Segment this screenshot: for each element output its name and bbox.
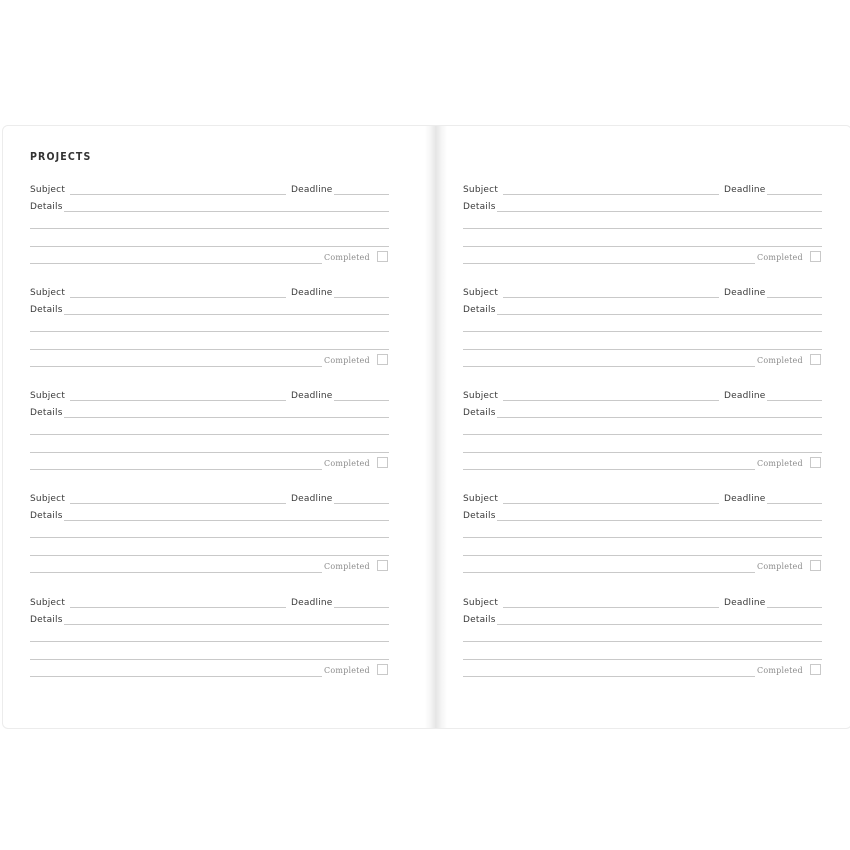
completed-checkbox[interactable] (810, 560, 821, 571)
project-entry (30, 185, 390, 271)
subject-line[interactable] (503, 503, 719, 504)
deadline-line[interactable] (334, 503, 389, 504)
details-line[interactable] (30, 434, 389, 435)
details-line[interactable] (30, 452, 389, 453)
project-entry (463, 598, 823, 684)
details-label: Details (30, 202, 63, 212)
details-line[interactable] (463, 349, 822, 350)
details-line[interactable] (30, 263, 322, 264)
deadline-label: Deadline (724, 288, 766, 298)
details-label: Details (463, 408, 496, 418)
subject-label: Subject (30, 185, 66, 195)
subject-label: Subject (463, 288, 499, 298)
subject-line[interactable] (503, 400, 719, 401)
deadline-label: Deadline (724, 598, 766, 608)
project-entry (463, 185, 823, 271)
details-line[interactable] (463, 246, 822, 247)
deadline-line[interactable] (767, 503, 822, 504)
details-line[interactable] (497, 624, 822, 625)
page-title: PROJECTS (30, 150, 92, 163)
details-line[interactable] (30, 331, 389, 332)
deadline-label: Deadline (724, 185, 766, 195)
subject-label: Subject (30, 598, 66, 608)
details-line[interactable] (463, 659, 822, 660)
page-gutter (425, 126, 447, 728)
completed-label: Completed (757, 562, 803, 571)
completed-label: Completed (324, 562, 370, 571)
details-line[interactable] (463, 537, 822, 538)
details-label: Details (30, 305, 63, 315)
completed-checkbox[interactable] (810, 664, 821, 675)
project-entry (30, 288, 390, 374)
details-line[interactable] (30, 537, 389, 538)
subject-line[interactable] (70, 400, 286, 401)
project-entry (30, 494, 390, 580)
details-label: Details (463, 305, 496, 315)
subject-label: Subject (30, 494, 66, 504)
completed-label: Completed (324, 666, 370, 675)
details-line[interactable] (463, 331, 822, 332)
project-entry (463, 391, 823, 477)
deadline-label: Deadline (291, 288, 333, 298)
details-line[interactable] (30, 366, 322, 367)
details-line[interactable] (30, 246, 389, 247)
details-label: Details (463, 511, 496, 521)
details-label: Details (30, 408, 63, 418)
deadline-label: Deadline (724, 494, 766, 504)
subject-line[interactable] (503, 297, 719, 298)
details-line[interactable] (30, 469, 322, 470)
subject-label: Subject (30, 288, 66, 298)
subject-line[interactable] (70, 503, 286, 504)
subject-line[interactable] (70, 297, 286, 298)
details-label: Details (30, 615, 63, 625)
completed-checkbox[interactable] (377, 560, 388, 571)
completed-label: Completed (324, 356, 370, 365)
details-label: Details (463, 202, 496, 212)
subject-label: Subject (463, 391, 499, 401)
details-line[interactable] (463, 676, 755, 677)
subject-label: Subject (463, 494, 499, 504)
details-line[interactable] (497, 211, 822, 212)
details-line[interactable] (30, 641, 389, 642)
details-line[interactable] (463, 263, 755, 264)
details-line[interactable] (30, 228, 389, 229)
deadline-line[interactable] (334, 194, 389, 195)
details-line[interactable] (463, 641, 822, 642)
deadline-line[interactable] (334, 400, 389, 401)
subject-label: Subject (463, 598, 499, 608)
subject-label: Subject (463, 185, 499, 195)
deadline-label: Deadline (291, 598, 333, 608)
deadline-line[interactable] (767, 297, 822, 298)
completed-label: Completed (757, 666, 803, 675)
deadline-line[interactable] (334, 297, 389, 298)
details-line[interactable] (64, 314, 389, 315)
details-line[interactable] (497, 314, 822, 315)
completed-checkbox[interactable] (377, 457, 388, 468)
completed-checkbox[interactable] (810, 457, 821, 468)
deadline-label: Deadline (291, 185, 333, 195)
completed-label: Completed (757, 459, 803, 468)
details-line[interactable] (64, 417, 389, 418)
details-line[interactable] (30, 555, 389, 556)
completed-checkbox[interactable] (377, 251, 388, 262)
details-line[interactable] (463, 452, 822, 453)
subject-line[interactable] (503, 194, 719, 195)
completed-checkbox[interactable] (377, 664, 388, 675)
completed-label: Completed (324, 253, 370, 262)
subject-line[interactable] (70, 607, 286, 608)
subject-line[interactable] (70, 194, 286, 195)
deadline-line[interactable] (767, 607, 822, 608)
deadline-label: Deadline (291, 494, 333, 504)
project-entry (463, 494, 823, 580)
details-line[interactable] (463, 434, 822, 435)
deadline-line[interactable] (767, 400, 822, 401)
details-line[interactable] (463, 228, 822, 229)
details-line[interactable] (463, 469, 755, 470)
details-line[interactable] (30, 676, 322, 677)
details-line[interactable] (64, 211, 389, 212)
completed-label: Completed (757, 356, 803, 365)
details-line[interactable] (64, 520, 389, 521)
details-line[interactable] (497, 417, 822, 418)
completed-label: Completed (324, 459, 370, 468)
details-line[interactable] (30, 659, 389, 660)
details-line[interactable] (463, 555, 822, 556)
completed-checkbox[interactable] (810, 251, 821, 262)
details-line[interactable] (497, 520, 822, 521)
details-label: Details (30, 511, 63, 521)
completed-checkbox[interactable] (377, 354, 388, 365)
details-line[interactable] (64, 624, 389, 625)
subject-line[interactable] (503, 607, 719, 608)
details-line[interactable] (463, 366, 755, 367)
subject-label: Subject (30, 391, 66, 401)
details-line[interactable] (30, 349, 389, 350)
deadline-line[interactable] (767, 194, 822, 195)
details-line[interactable] (30, 572, 322, 573)
project-entry (463, 288, 823, 374)
deadline-label: Deadline (291, 391, 333, 401)
completed-label: Completed (757, 253, 803, 262)
deadline-label: Deadline (724, 391, 766, 401)
details-line[interactable] (463, 572, 755, 573)
project-entry (30, 598, 390, 684)
details-label: Details (463, 615, 496, 625)
completed-checkbox[interactable] (810, 354, 821, 365)
project-entry (30, 391, 390, 477)
deadline-line[interactable] (334, 607, 389, 608)
